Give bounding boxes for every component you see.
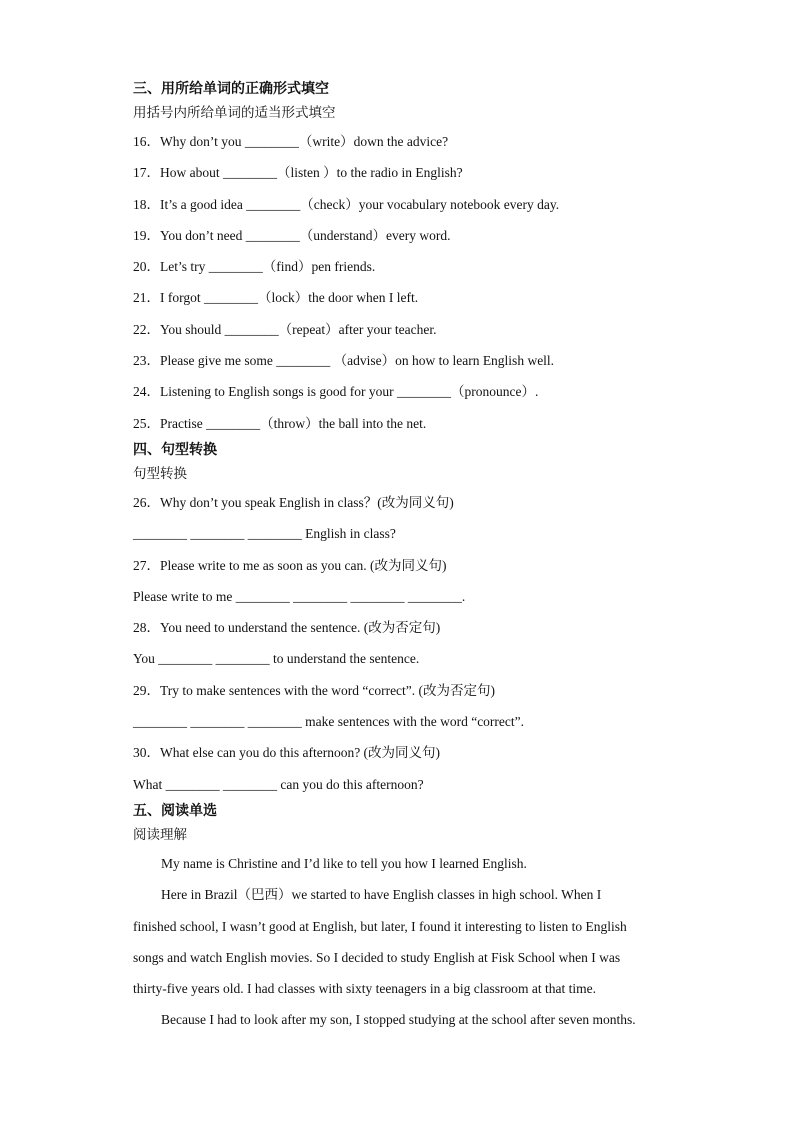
worksheet-page [133, 78, 663, 1036]
answer-line-29: ________ ________ ________ make sentences with the word “correct”. [133, 714, 525, 730]
question-22: 22．You should ________（repeat）after your teacher. [133, 321, 437, 337]
question-17: 17．How about ________（listen ）to the radio in English? [133, 165, 463, 181]
section-5-heading: 五、阅读单选 [133, 802, 217, 819]
question-30: 30．What else can you do this afternoon? (改为同义句) [133, 745, 441, 761]
question-26: 26．Why don’t you speak English in class？(改为同义句) [133, 494, 454, 510]
passage-line: finished school, I wasn’t good at English, but later, I found it interesting to listen to English [133, 918, 627, 934]
section-3-items [133, 126, 663, 439]
question-21: 21．I forgot ________（lock）the door when I left. [133, 290, 419, 306]
section-5-subheading: 阅读理解 [133, 826, 187, 843]
question-18: 18．It’s a good idea ________（check）your vocabulary notebook every day. [133, 196, 560, 212]
question-19: 19．You don’t need ________（understand）every word. [133, 227, 451, 243]
question-23: 23．Please give me some ________ （advise）on how to learn English well. [133, 353, 555, 369]
section-3-subheading: 用括号内所给单词的适当形式填空 [133, 105, 336, 121]
answer-line-26: ________ ________ ________ English in class? [133, 526, 396, 542]
question-24: 24．Listening to English songs is good for your ________（pronounce）. [133, 384, 539, 400]
section-4-items [133, 487, 663, 800]
question-16: 16．Why don’t you ________（write）down the advice? [133, 134, 449, 149]
question-27: 27．Please write to me as soon as you can. (改为同义句) [133, 557, 447, 573]
answer-line-27: Please write to me ________ ________ ________ ________. [133, 588, 466, 604]
passage-line: My name is Christine and I’d like to tell you how I learned English. [161, 855, 527, 871]
passage-line: songs and watch English movies. So I decided to study English at Fisk School when I was [133, 949, 621, 965]
answer-line-28: You ________ ________ to understand the sentence. [133, 651, 420, 667]
answer-line-30: What ________ ________ can you do this afternoon? [133, 776, 424, 792]
question-28: 28．You need to understand the sentence. (改为否定句) [133, 620, 441, 636]
passage-line: Here in Brazil（巴西）we started to have English classes in high school. When I [161, 887, 602, 903]
passage-line: Because I had to look after my son, I stopped studying at the school after seven months. [161, 1012, 636, 1028]
section-3-heading: 三、用所给单词的正确形式填空 [133, 81, 329, 97]
question-29: 29．Try to make sentences with the word “correct”. (改为否定句) [133, 682, 496, 698]
question-20: 20．Let’s try ________（find）pen friends. [133, 259, 376, 275]
reading-passage [133, 848, 663, 1036]
passage-line: thirty-five years old. I had classes with sixty teenagers in a big classroom at that time. [133, 981, 597, 997]
question-25: 25．Practise ________（throw）the ball into the net. [133, 415, 427, 431]
section-4-subheading: 句型转换 [133, 465, 187, 482]
section-4-heading: 四、句型转换 [133, 441, 217, 458]
